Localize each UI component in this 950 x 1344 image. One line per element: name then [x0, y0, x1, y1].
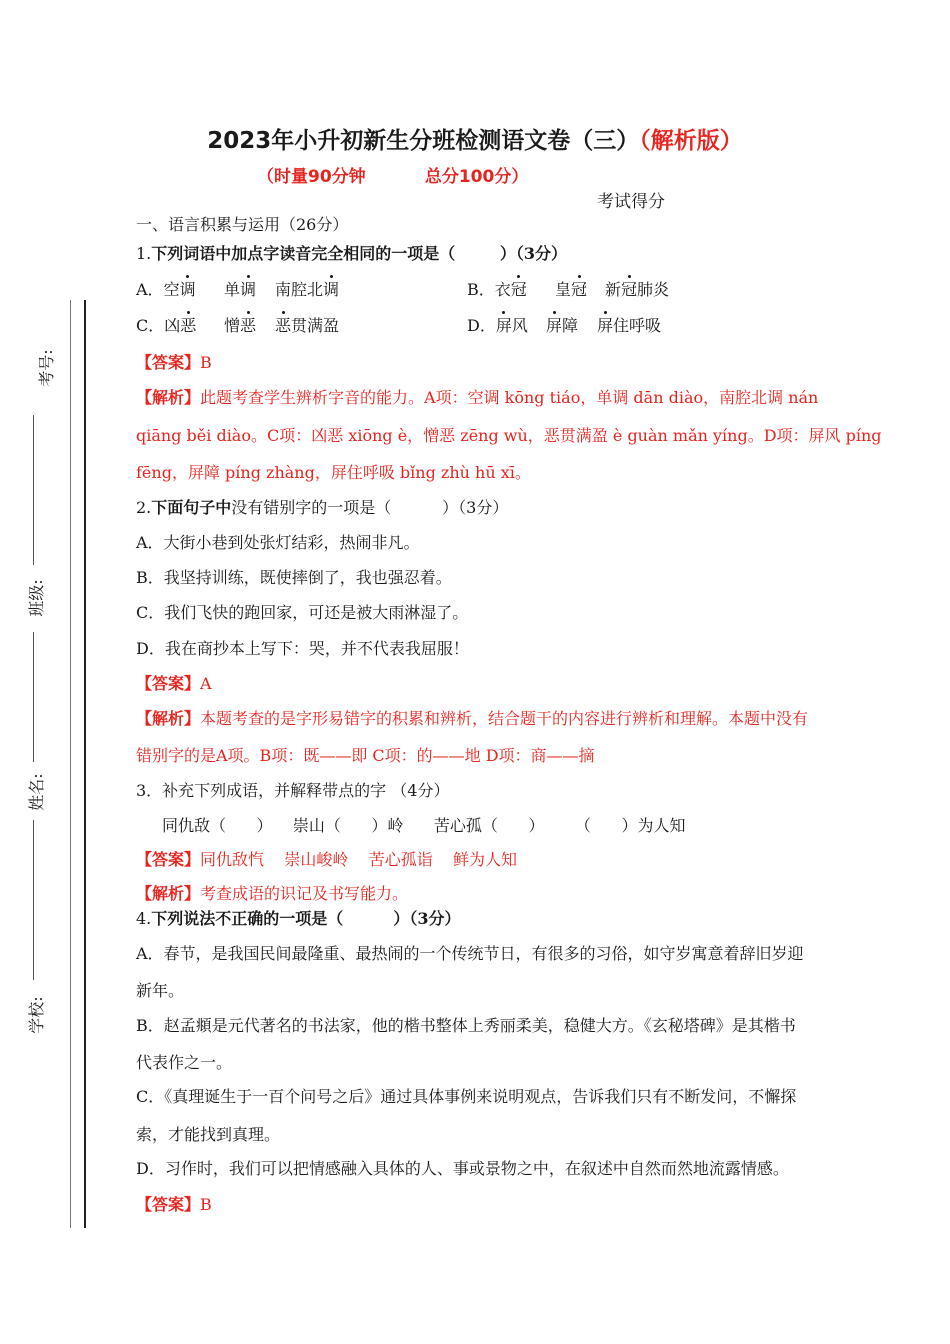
question-1-answer: 【答案】B: [136, 353, 212, 372]
class-label: 班级:: [27, 579, 46, 617]
exam-no-label: 考号:: [37, 349, 56, 387]
question-1-option-c-2: 憎恶: [224, 316, 257, 335]
question-1-stem: 1.下列词语中加点字读音完全相同的一项是（ ）（3分）: [136, 244, 567, 263]
class-line[interactable]: [33, 632, 34, 762]
question-3-blanks: 同仇敌（ ） 崇山（ ）岭 苦心孤（ ） （ ）为人知: [162, 816, 686, 835]
question-1-option-b: B．衣冠: [467, 280, 527, 299]
question-4-stem: 4.下列说法不正确的一项是（ ）（3分）: [136, 909, 461, 928]
question-2-stem: 2.下面句子中没有错别字的一项是（ ）（3分）: [136, 498, 509, 517]
question-4-option-a-line-1: A．春节，是我国民间最隆重、最热闹的一个传统节日，有很多的习俗，如守岁寓意着辞旧岁迎: [136, 944, 804, 963]
score-label: 考试得分: [597, 192, 665, 212]
page-title: 2023年小升初新生分班检测语文卷（三）（解析版）: [207, 128, 743, 154]
name-line[interactable]: [33, 820, 34, 980]
question-1-option-a-2: 单调: [224, 280, 257, 299]
question-2-option-d: D．我在商抄本上写下：哭，并不代表我屈服！: [136, 639, 469, 658]
question-1-option-d-2: 屏障: [546, 316, 579, 335]
question-1-option-a: A．空调: [136, 280, 196, 299]
question-2-analysis-line-1: 【解析】本题考查的是字形易错字的积累和辨析，结合题干的内容进行辨析和理解。本题中没有: [136, 709, 809, 728]
question-3-stem: 3．补充下列成语，并解释带点的字 （4分）: [136, 781, 450, 800]
binding-line-outer: [70, 300, 71, 1228]
school-label: 学校:: [27, 996, 46, 1034]
question-1-option-b-3: 新冠肺炎: [605, 280, 670, 299]
question-2-option-c: C．我们飞快的跑回家，可还是被大雨淋湿了。: [136, 603, 469, 622]
exam-duration-score: （时量90分钟 总分100分）: [257, 167, 529, 187]
exam-no-line[interactable]: [33, 415, 34, 565]
question-4-option-d: D．习作时，我们可以把情感融入具体的人、事或景物之中，在叙述中自然而然地流露情感。: [136, 1159, 789, 1178]
question-2-option-b: B．我坚持训练，既使摔倒了，我也强忍着。: [136, 568, 452, 587]
question-4-option-a-line-2: 新年。: [136, 981, 185, 1000]
question-1-option-a-3: 南腔北调: [275, 280, 340, 299]
question-4-option-b-line-2: 代表作之一。: [136, 1053, 233, 1072]
question-1-option-d-3: 屏住呼吸: [597, 316, 662, 335]
section-heading: 一、语言积累与运用（26分）: [136, 215, 349, 234]
name-label: 姓名:: [27, 773, 46, 811]
question-4-option-b-line-1: B．赵孟頫是元代著名的书法家，他的楷书整体上秀丽柔美，稳健大方。《玄秘塔碑》是其楷书: [136, 1016, 796, 1035]
question-4-answer: 【答案】B: [136, 1195, 212, 1214]
question-3-analysis: 【解析】考查成语的识记及书写能力。: [136, 884, 409, 903]
question-1-option-c: C．凶恶: [136, 316, 197, 335]
question-1-analysis-line-3: fēng，屏障 píng zhàng，屏住呼吸 bǐng zhù hū xī。: [136, 463, 531, 482]
question-4-option-c-line-2: 索，才能找到真理。: [136, 1125, 281, 1144]
question-2-analysis-line-2: 错别字的是A项。B项：既——即 C项：的——地 D项：商——摘: [136, 746, 595, 765]
question-4-option-c-line-1: C．《真理诞生于一百个问号之后》通过具体事例来说明观点，告诉我们只有不断发问，不懈探: [136, 1087, 797, 1106]
question-2-option-a: A．大街小巷到处张灯结彩，热闹非凡。: [136, 533, 420, 552]
question-1-analysis-line-1: 【解析】此题考查学生辨析字音的能力。A项：空调 kōng tiáo，单调 dān diào，南腔北调 nán: [136, 388, 819, 407]
binding-line-inner: [84, 300, 86, 1228]
question-2-answer: 【答案】A: [136, 674, 212, 693]
question-1-analysis-line-2: qiāng běi diào。C项：凶恶 xiōng è，憎恶 zēng wù，恶贯满盈 è guàn mǎn yíng。D项：屏风 píng: [136, 426, 882, 445]
question-1-option-d: D．屏风: [467, 316, 528, 335]
question-1-option-b-2: 皇冠: [555, 280, 588, 299]
question-1-option-c-3: 恶贯满盈: [275, 316, 340, 335]
question-3-answer: 【答案】同仇敌忾 崇山峻岭 苦心孤诣 鲜为人知: [136, 850, 518, 869]
